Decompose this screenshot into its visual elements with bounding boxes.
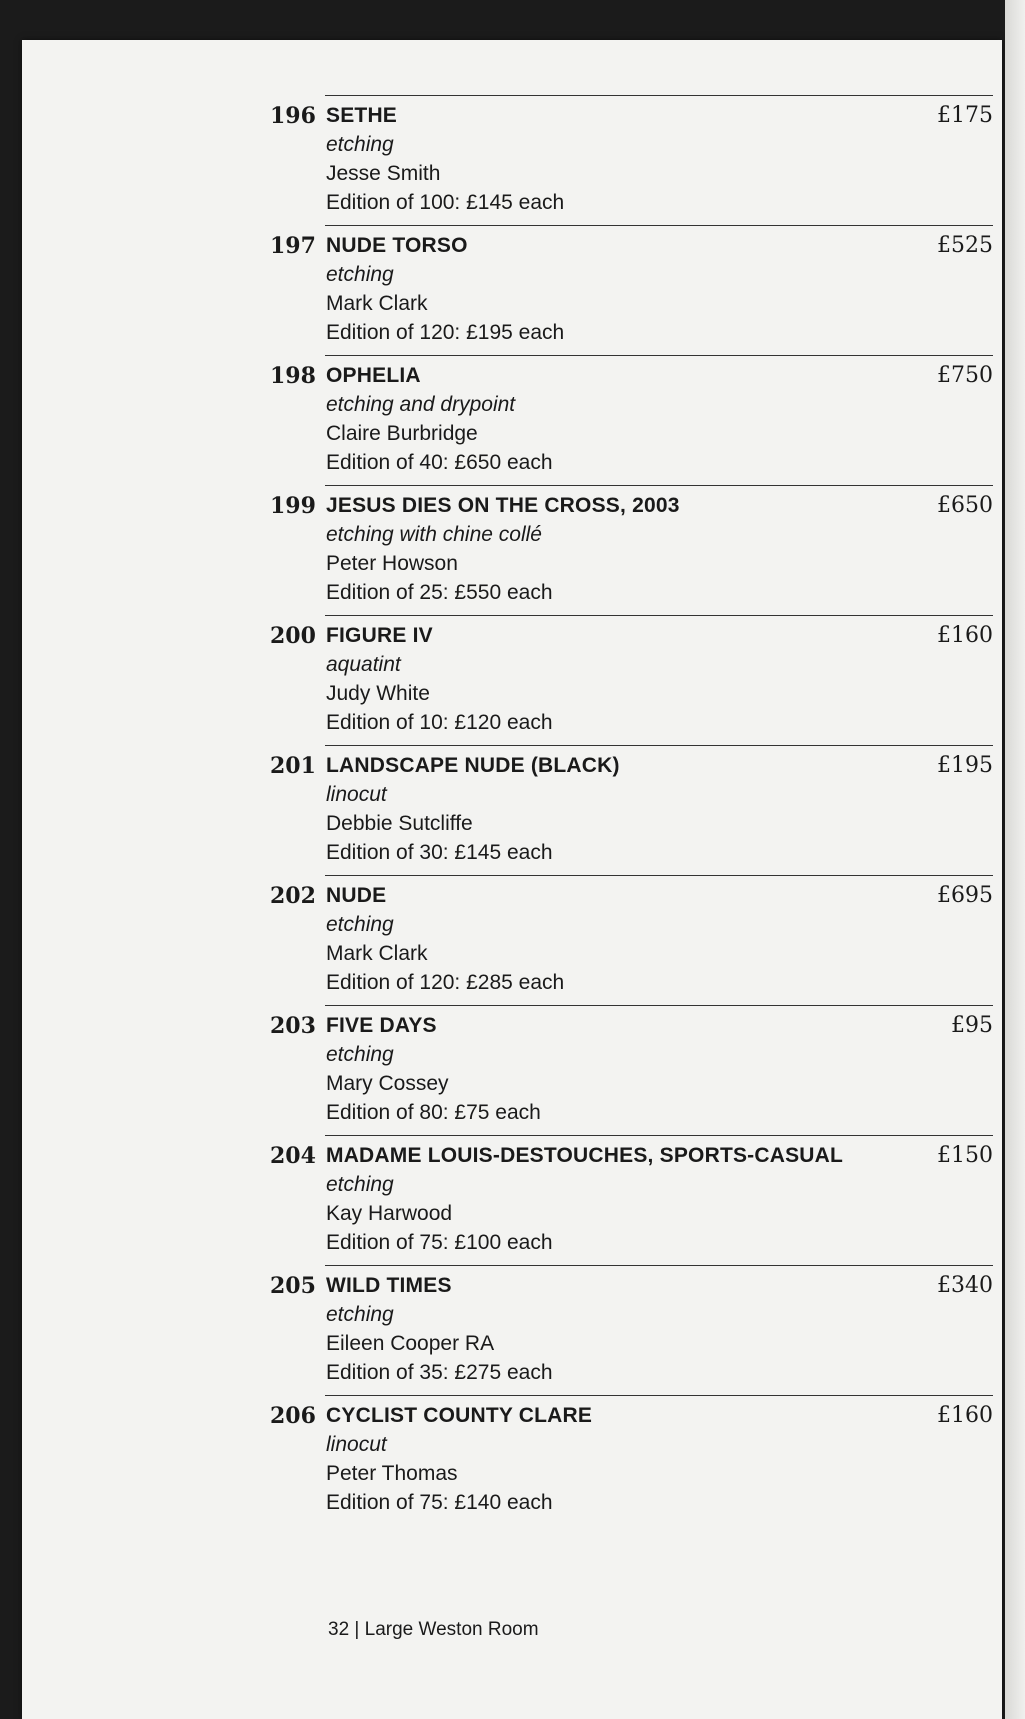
artwork-medium: linocut	[326, 783, 387, 806]
lot-number: 204	[270, 1143, 316, 1169]
artwork-title: SETHE	[326, 104, 398, 127]
edition-info: Edition of 100: £145 each	[326, 191, 565, 214]
catalogue-entry	[270, 745, 993, 875]
catalogue-entry	[270, 225, 993, 355]
artwork-title: MADAME LOUIS-DESTOUCHES, SPORTS-CASUAL	[326, 1144, 844, 1167]
lot-number: 202	[270, 883, 316, 909]
lot-number: 196	[270, 103, 316, 129]
edition-info: Edition of 40: £650 each	[326, 451, 553, 474]
lot-number: 198	[270, 363, 316, 389]
artist-name: Kay Harwood	[326, 1202, 453, 1225]
artist-name: Peter Thomas	[326, 1462, 458, 1485]
edition-info: Edition of 10: £120 each	[326, 711, 553, 734]
artwork-medium: etching	[326, 1173, 394, 1196]
entry-divider	[325, 95, 993, 96]
artwork-price: £195	[937, 753, 993, 778]
artwork-medium: etching	[326, 1303, 394, 1326]
catalogue-entry	[270, 1135, 993, 1265]
lot-number: 200	[270, 623, 316, 649]
lot-number: 203	[270, 1013, 316, 1039]
artwork-title: FIGURE IV	[326, 624, 433, 647]
artwork-medium: etching with chine collé	[326, 523, 542, 546]
artwork-title: CYCLIST COUNTY CLARE	[326, 1404, 593, 1427]
edition-info: Edition of 25: £550 each	[326, 581, 553, 604]
artwork-price: £160	[937, 623, 993, 648]
artwork-medium: etching and drypoint	[326, 393, 516, 416]
artwork-medium: etching	[326, 133, 394, 156]
edition-info: Edition of 75: £140 each	[326, 1491, 553, 1514]
artwork-medium: aquatint	[326, 653, 401, 676]
artwork-price: £340	[937, 1273, 993, 1298]
entry-divider	[325, 1135, 993, 1136]
lot-number: 201	[270, 753, 316, 779]
artist-name: Debbie Sutcliffe	[326, 812, 473, 835]
artwork-price: £150	[937, 1143, 993, 1168]
artwork-price: £95	[951, 1013, 993, 1038]
artwork-price: £750	[937, 363, 993, 388]
catalogue-entry	[270, 1265, 993, 1395]
artwork-title: LANDSCAPE NUDE (BLACK)	[326, 754, 620, 777]
catalogue-entry	[270, 95, 993, 225]
edition-info: Edition of 35: £275 each	[326, 1361, 553, 1384]
lot-number: 199	[270, 493, 316, 519]
edition-info: Edition of 30: £145 each	[326, 841, 553, 864]
artist-name: Jesse Smith	[326, 162, 441, 185]
artwork-price: £650	[937, 493, 993, 518]
artist-name: Claire Burbridge	[326, 422, 478, 445]
edition-info: Edition of 75: £100 each	[326, 1231, 553, 1254]
artwork-price: £525	[937, 233, 993, 258]
artwork-title: FIVE DAYS	[326, 1014, 437, 1037]
catalogue-entry	[270, 1395, 993, 1525]
artwork-title: NUDE TORSO	[326, 234, 468, 257]
artwork-price: £175	[937, 103, 993, 128]
entry-divider	[325, 355, 993, 356]
artist-name: Judy White	[326, 682, 430, 705]
artwork-title: JESUS DIES ON THE CROSS, 2003	[326, 494, 680, 517]
catalogue-entry	[270, 615, 993, 745]
entry-divider	[325, 1265, 993, 1266]
artist-name: Peter Howson	[326, 552, 458, 575]
edition-info: Edition of 120: £195 each	[326, 321, 565, 344]
artwork-price: £160	[937, 1403, 993, 1428]
artwork-medium: etching	[326, 1043, 394, 1066]
artwork-title: NUDE	[326, 884, 387, 907]
page-number: 32	[328, 1619, 350, 1640]
footer-separator: |	[354, 1619, 365, 1640]
artist-name: Mark Clark	[326, 942, 428, 965]
artist-name: Mark Clark	[326, 292, 428, 315]
entry-divider	[325, 1005, 993, 1006]
catalogue-entry	[270, 1005, 993, 1135]
lot-number: 205	[270, 1273, 316, 1299]
catalogue-entry	[270, 875, 993, 1005]
entry-divider	[325, 485, 993, 486]
catalogue-entry	[270, 485, 993, 615]
artwork-medium: etching	[326, 263, 394, 286]
edition-info: Edition of 120: £285 each	[326, 971, 565, 994]
catalogue-entry	[270, 355, 993, 485]
room-name: Large Weston Room	[364, 1619, 539, 1640]
artwork-medium: etching	[326, 913, 394, 936]
entry-divider	[325, 615, 993, 616]
page-footer	[328, 1619, 539, 1641]
artist-name: Eileen Cooper RA	[326, 1332, 495, 1355]
lot-number: 197	[270, 233, 316, 259]
artist-name: Mary Cossey	[326, 1072, 449, 1095]
artwork-title: OPHELIA	[326, 364, 421, 387]
entry-divider	[325, 1395, 993, 1396]
page-edge	[1005, 0, 1025, 1719]
artwork-price: £695	[937, 883, 993, 908]
artwork-title: WILD TIMES	[326, 1274, 452, 1297]
entry-divider	[325, 225, 993, 226]
artwork-medium: linocut	[326, 1433, 387, 1456]
lot-number: 206	[270, 1403, 316, 1429]
entry-divider	[325, 745, 993, 746]
edition-info: Edition of 80: £75 each	[326, 1101, 541, 1124]
entry-divider	[325, 875, 993, 876]
